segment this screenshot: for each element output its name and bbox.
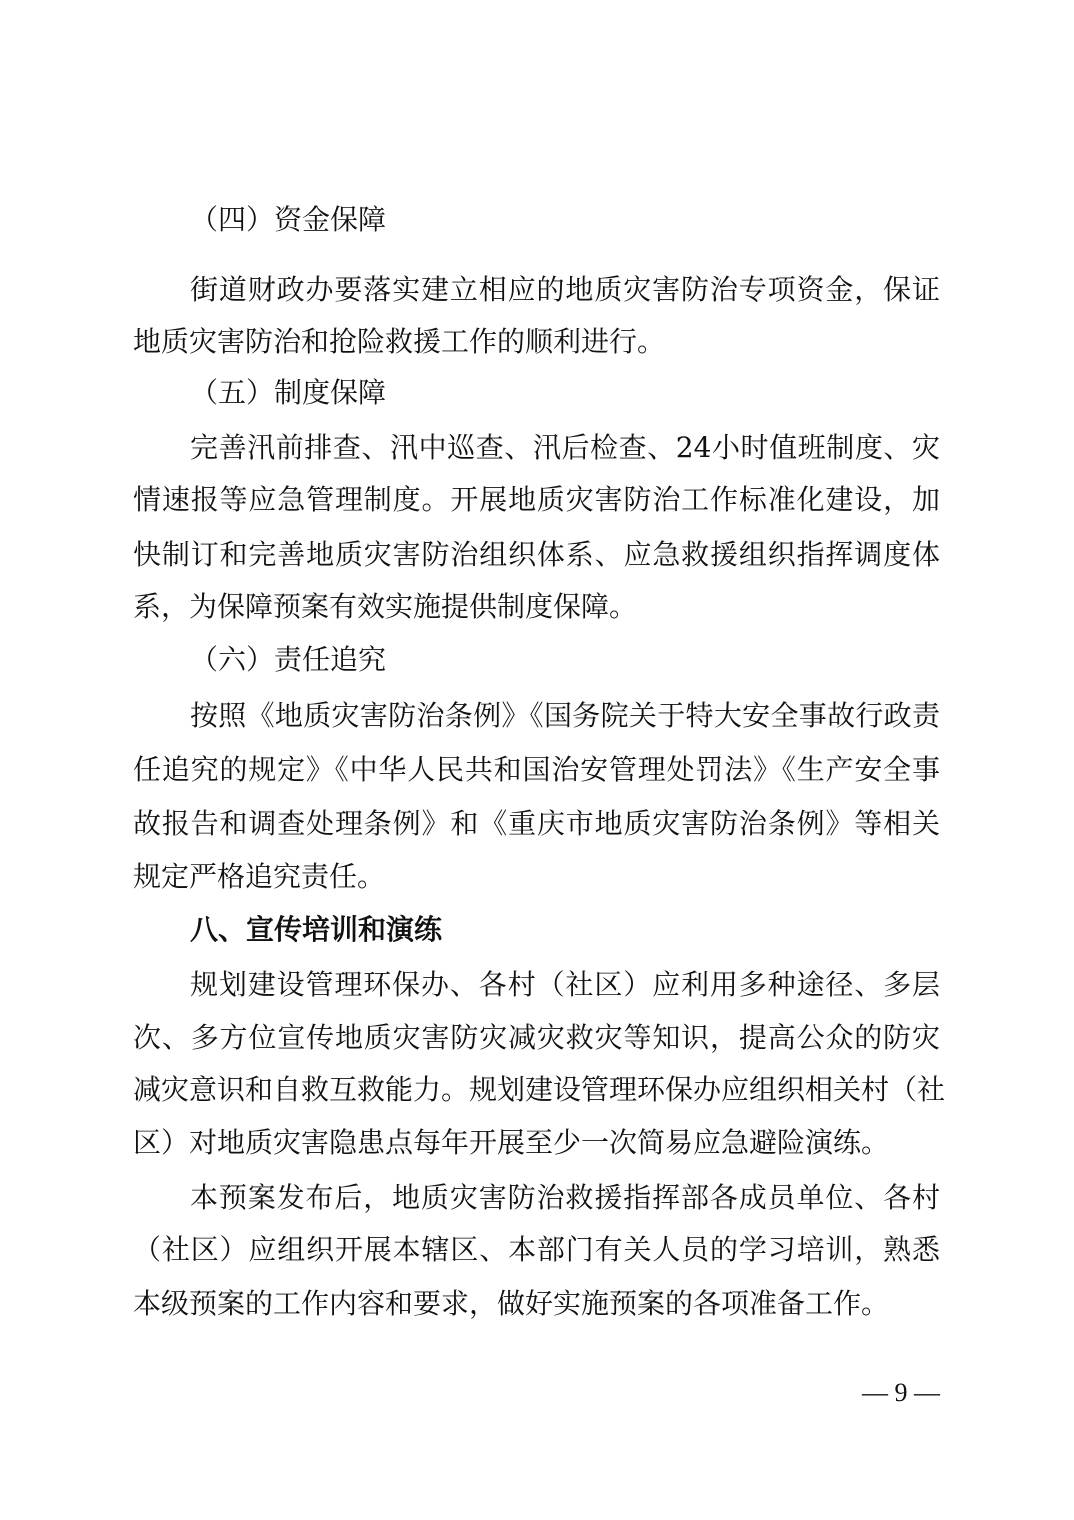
paragraph-line: 街道财政办要落实建立相应的地质灾害防治专项资金，保证 — [190, 273, 940, 306]
paragraph-line: 本级预案的工作内容和要求，做好实施预案的各项准备工作。 — [133, 1287, 890, 1320]
section-heading-funding: （四）资金保障 — [190, 203, 387, 236]
paragraph-line: 本预案发布后，地质灾害防治救援指挥部各成员单位、各村 — [190, 1181, 940, 1214]
paragraph-line: 情速报等应急管理制度。开展地质灾害防治工作标准化建设，加 — [133, 483, 940, 516]
paragraph-line: 系，为保障预案有效实施提供制度保障。 — [133, 590, 638, 623]
page-number: — 9 — — [862, 1378, 940, 1407]
paragraph-line: 故报告和调查处理条例》和《重庆市地质灾害防治条例》等相关 — [133, 807, 940, 840]
paragraph-line: 区）对地质灾害隐患点每年开展至少一次简易应急避险演练。 — [133, 1126, 890, 1159]
chapter-heading-training: 八、宣传培训和演练 — [190, 913, 443, 946]
paragraph-line: 按照《地质灾害防治条例》《国务院关于特大安全事故行政责 — [190, 699, 940, 732]
section-heading-system: （五）制度保障 — [190, 376, 387, 409]
paragraph-line: 规定严格追究责任。 — [133, 860, 386, 893]
paragraph-line: 减灾意识和自救互救能力。规划建设管理环保办应组织相关村（社 — [133, 1073, 946, 1106]
paragraph-line: 完善汛前排查、汛中巡查、汛后检查、24小时值班制度、灾 — [190, 431, 940, 464]
paragraph-line: 次、多方位宣传地质灾害防灾减灾救灾等知识，提高公众的防灾 — [133, 1021, 940, 1054]
paragraph-line: 任追究的规定》《中华人民共和国治安管理处罚法》《生产安全事 — [133, 753, 940, 786]
paragraph-line: 地质灾害防治和抢险救援工作的顺利进行。 — [133, 325, 666, 358]
paragraph-line: 规划建设管理环保办、各村（社区）应利用多种途径、多层 — [190, 968, 940, 1001]
section-heading-accountability: （六）责任追究 — [190, 643, 387, 676]
paragraph-line: （社区）应组织开展本辖区、本部门有关人员的学习培训，熟悉 — [133, 1233, 940, 1266]
paragraph-line: 快制订和完善地质灾害防治组织体系、应急救援组织指挥调度体 — [133, 538, 940, 571]
